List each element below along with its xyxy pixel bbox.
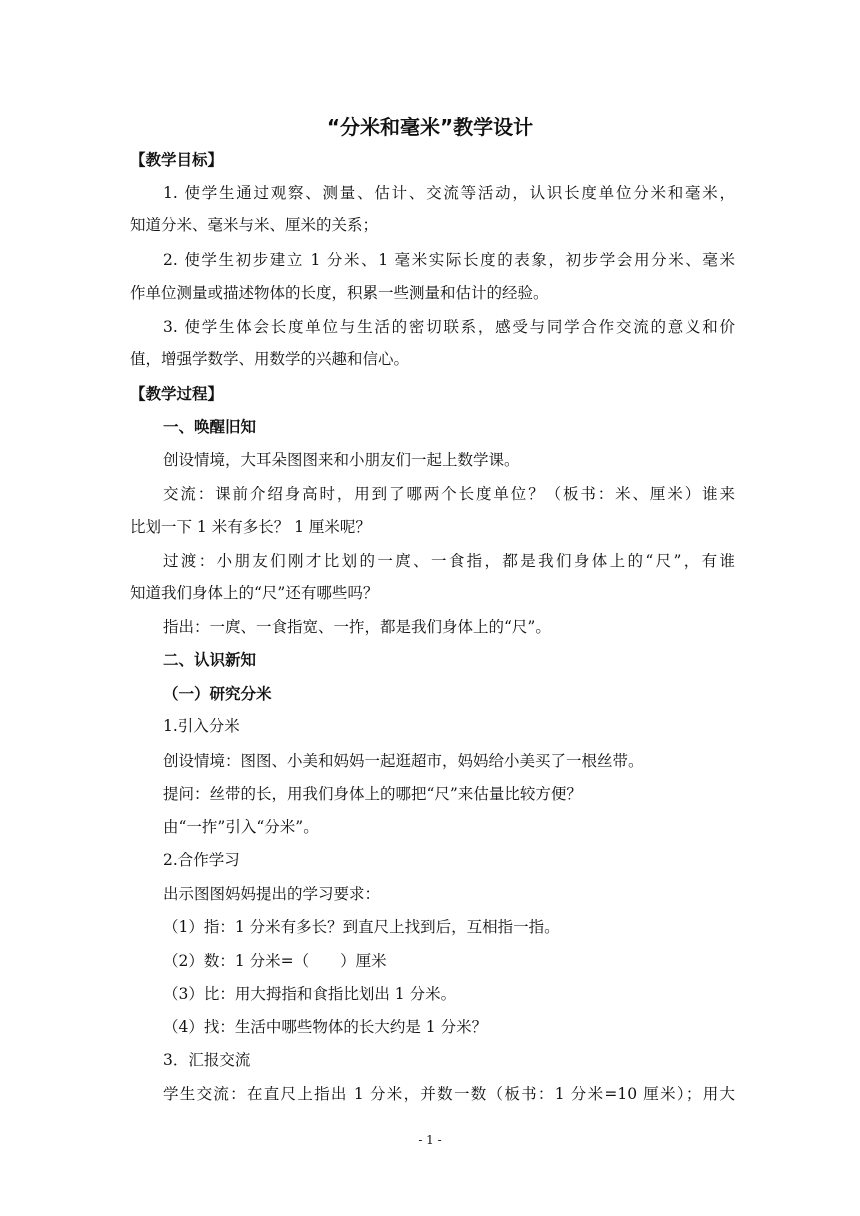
list-item: （4）找：生活中哪些物体的长大约是 1 分米？ — [163, 1018, 488, 1036]
list-item: （1）指：1 分米有多长？到直尺上找到后，互相指一指。 — [163, 918, 560, 936]
paragraph-line: 1.引入分米 — [163, 717, 240, 735]
document-title: “分米和毫米”教学设计 — [326, 115, 534, 139]
section-heading-process: 【教学过程】 — [130, 385, 224, 403]
paragraph-line: 创设情境：图图、小美和妈妈一起逛超市，妈妈给小美买了一根丝带。 — [163, 752, 644, 770]
paragraph-line: 知道分米、毫米与米、厘米的关系； — [130, 216, 379, 234]
paragraph-line: 2.合作学习 — [163, 851, 240, 869]
paragraph-line: 知道我们身体上的“尺”还有哪些吗？ — [130, 584, 379, 602]
paragraph-line: 由“一拃”引入“分米”。 — [163, 818, 319, 836]
subsection-heading: 一、唤醒旧知 — [163, 418, 257, 436]
paragraph-line: 1. 使学生通过观察、测量、估计、交流等活动，认识长度单位分米和毫米， — [163, 184, 735, 202]
paragraph-line: 值，增强学数学、用数学的兴趣和信心。 — [130, 350, 410, 368]
paragraph-line: 学生交流：在直尺上指出 1 分米，并数一数（板书：1 分米=10 厘米）；用大 — [163, 1085, 735, 1103]
paragraph-line: 出示图图妈妈提出的学习要求： — [163, 885, 381, 903]
paragraph-line: 指出：一庹、一食指宽、一拃，都是我们身体上的“尺”。 — [163, 618, 551, 636]
subsection-heading: 二、认识新知 — [163, 651, 257, 669]
paragraph-line: 3. 使学生体会长度单位与生活的密切联系，感受与同学合作交流的意义和价 — [163, 318, 735, 336]
page-number: - 1 - — [418, 1133, 442, 1147]
subsection-heading: （一）研究分米 — [163, 685, 272, 703]
paragraph-line: 过渡：小朋友们刚才比划的一庹、一食指，都是我们身体上的“尺”，有谁 — [163, 552, 735, 570]
paragraph-line: 提问：丝带的长，用我们身体上的哪把“尺”来估量比较方便？ — [163, 785, 582, 803]
paragraph-line: 比划一下 1 米有多长？ 1 厘米呢？ — [130, 518, 371, 536]
paragraph-line: 创设情境，大耳朵图图来和小朋友们一起上数学课。 — [163, 451, 520, 469]
list-item: （2）数：1 分米=（ ）厘米 — [163, 952, 387, 970]
paragraph-line: 3．汇报交流 — [163, 1051, 251, 1069]
list-item: （3）比：用大拇指和食指比划出 1 分米。 — [163, 985, 457, 1003]
paragraph-line: 交流：课前介绍身高时，用到了哪两个长度单位？（板书：米、厘米）谁来 — [163, 485, 735, 503]
section-heading-goals: 【教学目标】 — [130, 151, 224, 169]
paragraph-line: 2. 使学生初步建立 1 分米、1 毫米实际长度的表象，初步学会用分米、毫米 — [163, 251, 735, 269]
paragraph-line: 作单位测量或描述物体的长度，积累一些测量和估计的经验。 — [130, 284, 549, 302]
